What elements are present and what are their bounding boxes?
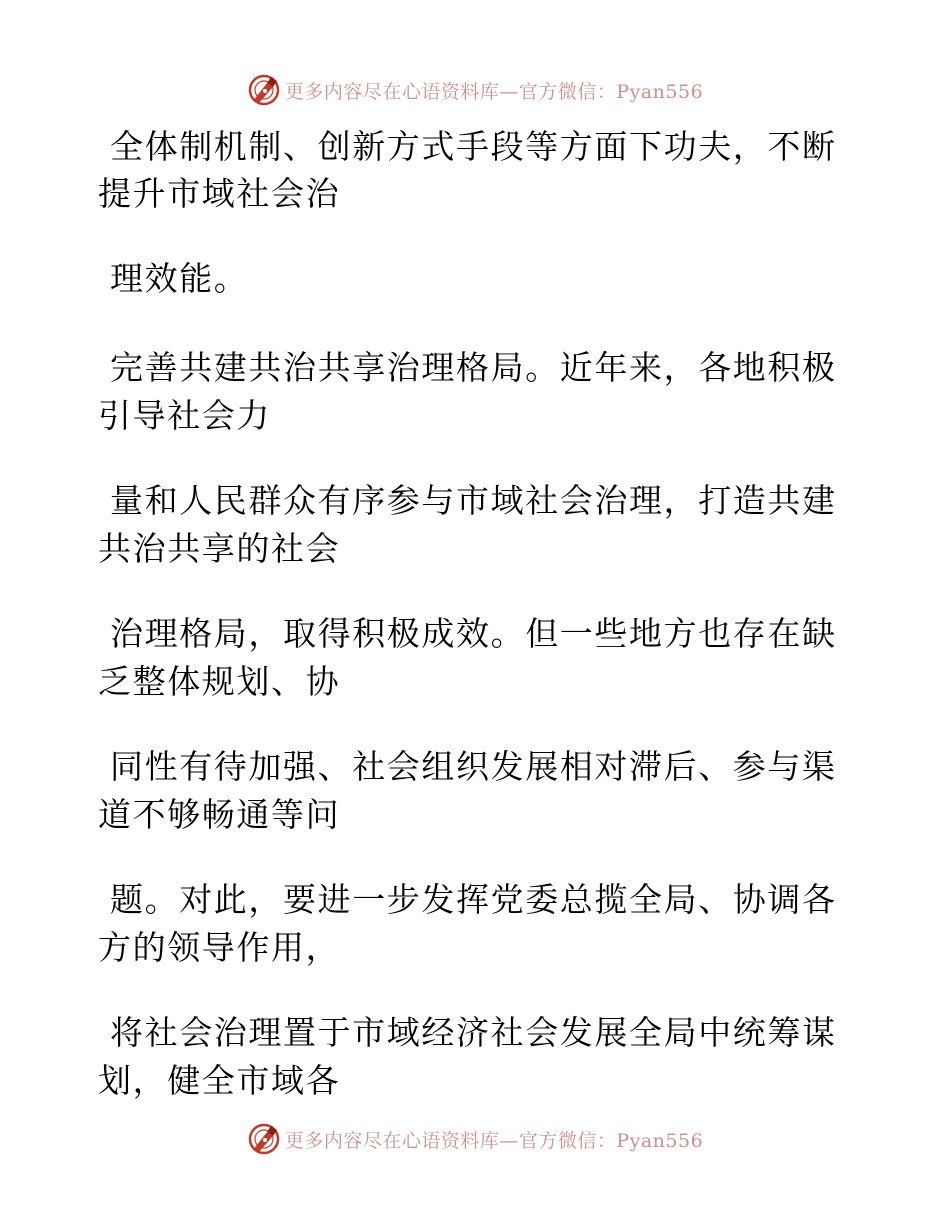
- document-body: [98, 122, 838, 1100]
- text-line: 理效能。: [110, 259, 249, 298]
- pen-nib-logo-icon: [247, 1122, 281, 1156]
- header-banner-inner: [247, 73, 703, 107]
- text-line: 方的领导作用，: [98, 928, 341, 967]
- header-banner: [0, 70, 950, 110]
- text-line: 提升市域社会治: [98, 174, 341, 213]
- text-line: 题。对此，要进一步发挥党委总揽全局、协调各: [110, 880, 837, 919]
- text-line: 完善共建共治共享治理格局。近年来，各地积极: [110, 348, 837, 387]
- pen-nib-logo-icon: [247, 73, 281, 107]
- text-line: 乏整体规划、协: [98, 662, 341, 701]
- text-line: 划，健全市域各: [98, 1061, 341, 1100]
- text-line: 引导社会力: [98, 396, 271, 435]
- footer-banner-inner: [247, 1122, 703, 1156]
- text-line: 道不够畅通等问: [98, 795, 341, 834]
- text-line: 共治共享的社会: [98, 529, 341, 568]
- text-line: 同性有待加强、社会组织发展相对滞后、参与渠: [110, 747, 837, 786]
- footer-banner-text: 更多内容尽在心语资料库—官方微信：Pyan556: [284, 1129, 704, 1152]
- text-line: 将社会治理置于市域经济社会发展全局中统筹谋: [110, 1013, 837, 1052]
- footer-banner: [0, 1119, 950, 1159]
- text-line: 全体制机制、创新方式手段等方面下功夫，不断: [110, 127, 837, 166]
- header-banner-text: 更多内容尽在心语资料库—官方微信：Pyan556: [284, 80, 704, 103]
- text-line: 量和人民群众有序参与市域社会治理，打造共建: [110, 481, 837, 520]
- text-line: 治理格局，取得积极成效。但一些地方也存在缺: [110, 614, 837, 653]
